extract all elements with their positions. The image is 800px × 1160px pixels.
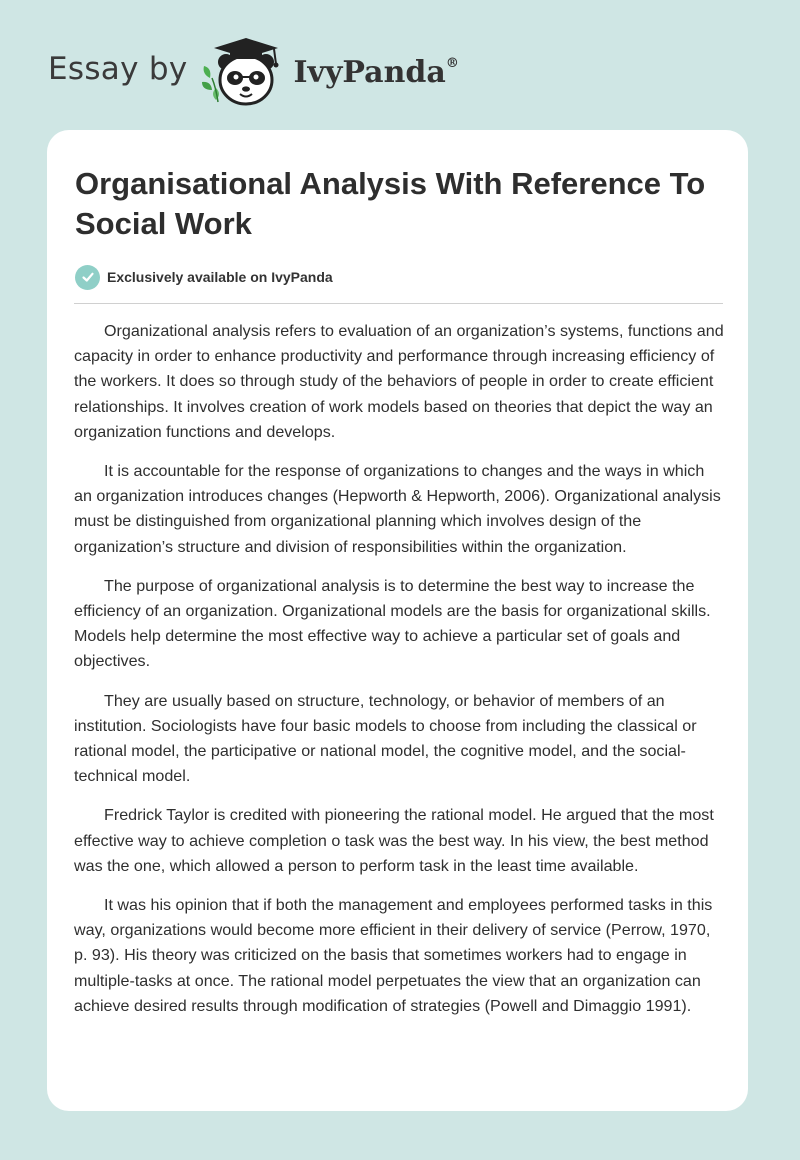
exclusive-badge	[75, 264, 333, 290]
brand-name-text: IvyPanda	[293, 54, 446, 90]
check-icon	[75, 265, 100, 290]
badge-label: Exclusively available on IvyPanda	[107, 269, 333, 285]
paragraph: They are usually based on structure, technology, or behavior of members of an institution. Sociologists have four basic models to choose from including the classical or rational model, the participative or national model, the cognitive model, and the social-technical model.	[74, 691, 697, 786]
essay-card	[47, 130, 748, 1111]
paragraph: Fredrick Taylor is credited with pioneering the rational model. He argued that the most effective way to achieve completion o task was the best way. In his view, the best method was the one, which allowed a person to perform task in the least time available.	[74, 806, 714, 875]
divider	[74, 303, 723, 304]
ivypanda-logo-icon[interactable]	[200, 34, 292, 108]
brand-name[interactable]	[294, 55, 459, 90]
paragraph: It was his opinion that if both the management and employees performed tasks in this way, organizations would become more efficient in their delivery of service (Perrow, 1970, p. 93). His theory was criticized on the basis that sometimes workers had to engage in multiple-tasks at once. The rational model perpetuates the view that an organization can achieve desired results through modification of strategies (Powell and Dimaggio 1991).	[74, 896, 713, 1015]
essay-by-label: Essay by	[48, 51, 188, 87]
page-title: Organisational Analysis With Reference To Social Work	[75, 166, 706, 241]
essay-body	[74, 319, 724, 1033]
site-header	[48, 36, 508, 106]
paragraph: The purpose of organizational analysis is to determine the best way to increase the efficiency of an organization. Organizational models are the basis for organizational skills. Models help determine the most effective way to achieve a particular set of goals and objectives.	[74, 576, 711, 671]
registered-mark: ®	[445, 55, 459, 71]
paragraph: It is accountable for the response of organizations to changes and the ways in which an organization introduces changes (Hepworth & Hepworth, 2006). Organizational analysis must be distinguished from organizational planning which involves design of the organization’s structure and division of responsibilities within the organization.	[74, 462, 721, 556]
ivy-leaf-icon	[202, 66, 219, 102]
paragraph: Organizational analysis refers to evaluation of an organization’s systems, functions and capacity in order to enhance productivity and performance through increasing efficiency of the workers. It does so through study of the behaviors of people in order to create efficient relationships. It involves creation of work models based on theories that depict the way an organization functions and develops.	[74, 322, 724, 441]
